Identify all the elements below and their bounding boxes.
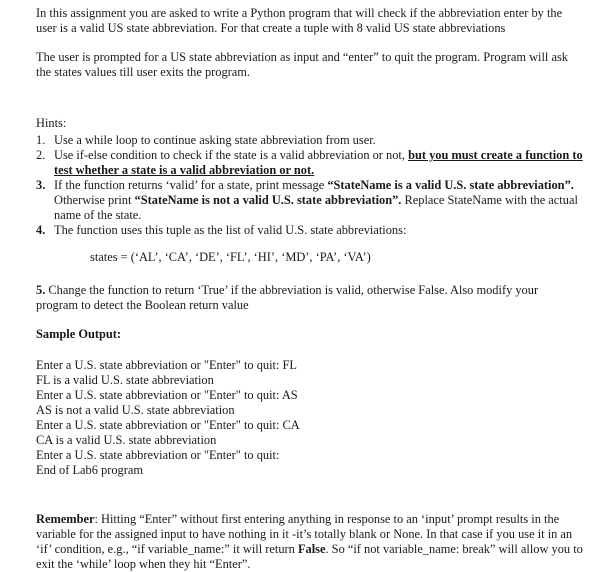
remember-text: : Hitting “Enter” without first entering anything in response to an ‘input’ prompt results in the variable for the assigned input to have nothing in it -it’s totally blank or None. In that case if you use it in an ‘if’ condition, e.g., “if variable_name:” it will return <box>36 512 573 556</box>
remember-text: . So “if not variable_name: break” will allow you to exit the ‘while’ loop when they hit “Enter”. <box>36 542 583 571</box>
output-line: FL is a valid U.S. state abbreviation <box>36 373 214 387</box>
hint-text: The function uses this tuple as the list of valid U.S. state abbreviations: <box>54 223 407 237</box>
remember-label: Remember <box>36 512 95 526</box>
hint-text: Replace StateName with the actual name of the state. <box>54 193 578 222</box>
hint-item-2 <box>36 148 583 178</box>
output-line: End of Lab6 program <box>36 463 144 477</box>
hint-number: 5. <box>36 283 46 297</box>
hint-emphasis: but you must create a function to test whether a state is a valid abbreviation or not. <box>54 148 583 177</box>
output-line: Enter a U.S. state abbreviation or "Enter" to quit: AS <box>36 388 298 402</box>
hint-item-4 <box>36 223 583 238</box>
remember-bold-false: False <box>297 542 326 556</box>
hint-item-5 <box>36 283 583 313</box>
hint-bold-message-invalid: “StateName is not a valid U.S. state abbreviation”. <box>134 193 402 207</box>
hint-text: Otherwise print <box>54 193 135 207</box>
intro-paragraph-2: The user is prompted for a US state abbreviation as input and “enter” to quit the program. Program will ask the states values till user exits the program. <box>36 50 568 79</box>
hint-bold-message-valid: “StateName is a valid U.S. state abbreviation”. <box>327 178 574 192</box>
output-line: Enter a U.S. state abbreviation or "Enter" to quit: FL <box>36 358 297 372</box>
output-line: CA is a valid U.S. state abbreviation <box>36 433 217 447</box>
hint-item-1 <box>36 133 583 148</box>
output-line: Enter a U.S. state abbreviation or "Enter" to quit: CA <box>36 418 300 432</box>
hint-number: 2. <box>36 148 46 162</box>
hint-number: 4. <box>36 223 46 237</box>
output-line: Enter a U.S. state abbreviation or "Enter" to quit: <box>36 448 280 462</box>
hint-text: If the function returns ‘valid’ for a state, print message <box>54 178 328 192</box>
hint-number: 3. <box>36 178 46 192</box>
output-line: AS is not a valid U.S. state abbreviation <box>36 403 235 417</box>
hint-number: 1. <box>36 133 46 147</box>
sample-output-block <box>36 358 583 478</box>
sample-output-title: Sample Output: <box>36 327 122 341</box>
hint-text: Use if-else condition to check if the state is a valid abbreviation or not, <box>54 148 409 162</box>
hint-text: Use a while loop to continue asking state abbreviation from user. <box>54 133 376 147</box>
states-tuple-code: states = (‘AL’, ‘CA’, ‘DE’, ‘FL’, ‘HI’, ‘MD’, ‘PA’, ‘VA’) <box>90 250 371 264</box>
hints-label: Hints: <box>36 116 67 130</box>
hints-list <box>36 133 583 238</box>
hint-text: Change the function to return ‘True’ if the abbreviation is valid, otherwise False. Also modify your program to detect the Boolean return value <box>36 283 539 312</box>
remember-paragraph <box>36 512 583 572</box>
hint-item-3 <box>36 178 583 223</box>
intro-paragraph-1: In this assignment you are asked to write a Python program that will check if the abbreviation enter by the user is a valid US state abbreviation. For that create a tuple with 8 valid US state abbreviations <box>36 6 563 35</box>
